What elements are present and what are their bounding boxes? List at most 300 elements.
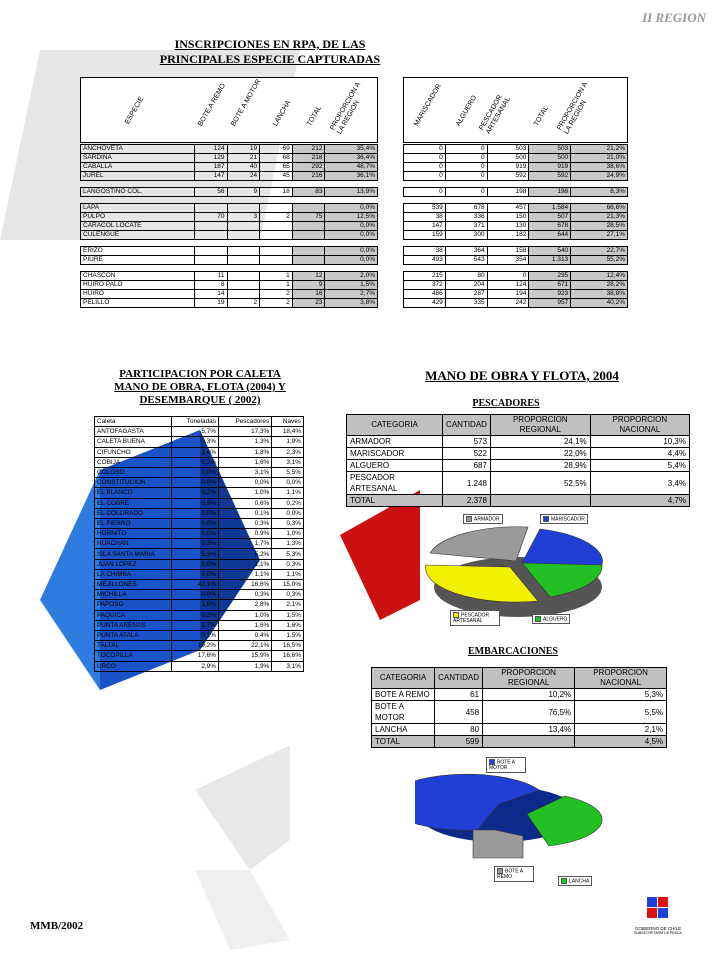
table-gap-row <box>81 265 378 272</box>
species-name-cell: JUREL <box>81 172 195 181</box>
legend-armador: ARMADOR <box>463 514 503 524</box>
value-cell: 194 <box>487 290 529 299</box>
category-cell: ALGUERO <box>347 460 443 472</box>
category-cell: ARMADOR <box>347 436 443 448</box>
table-row <box>95 539 304 549</box>
value-cell: 1,5% <box>325 281 378 290</box>
value-cell: 919 <box>529 163 571 172</box>
table-row <box>95 630 304 640</box>
value-cell: 503 <box>529 145 571 154</box>
value-cell: 21 <box>227 154 260 163</box>
table-gap-row <box>81 181 378 188</box>
rpa-header-bote-remo: BOTE A REMO <box>197 82 228 128</box>
value-cell <box>227 231 260 240</box>
rpa-header-bote-motor: BOTE A MOTOR <box>230 78 263 128</box>
total-cell <box>483 736 575 748</box>
value-cell: 40 <box>227 163 260 172</box>
table-gap-row <box>404 197 628 204</box>
value-cell: 0,0% <box>172 467 219 477</box>
species-name-cell: CHASCON <box>81 272 195 281</box>
caleta-name-cell: CALETA BUENA <box>95 437 172 447</box>
caleta-name-cell: MICHILLA <box>95 590 172 600</box>
value-cell: 215 <box>404 272 446 281</box>
value-cell: 592 <box>529 172 571 181</box>
value-cell: 0,0% <box>172 529 219 539</box>
value-cell: 4,4% <box>590 448 689 460</box>
rpa-header-proporcion-right: PROPORCION A LA REGION <box>556 81 590 136</box>
value-cell: 0 <box>445 154 487 163</box>
footer-label: MMB/2002 <box>30 920 84 932</box>
caleta-name-cell: EL BLANCO <box>95 488 172 498</box>
table-row <box>404 281 628 290</box>
value-cell: 500 <box>487 154 529 163</box>
value-cell <box>292 222 325 231</box>
value-cell: 124 <box>487 281 529 290</box>
value-cell <box>194 231 227 240</box>
value-cell: 204 <box>445 281 487 290</box>
value-cell: 198 <box>487 188 529 197</box>
participacion-title-line3: DESEMBARQUE ( 2002) <box>139 394 261 406</box>
value-cell: 1 <box>260 281 293 290</box>
value-cell: 0 <box>445 163 487 172</box>
caleta-name-cell: LA CHIMBA <box>95 569 172 579</box>
caleta-name-cell: EL COLORADO <box>95 508 172 518</box>
value-cell: 957 <box>529 299 571 308</box>
total-row <box>372 736 667 748</box>
value-cell: 919 <box>487 163 529 172</box>
value-cell: 0,9% <box>218 529 271 539</box>
value-cell: 40,2% <box>571 299 628 308</box>
value-cell: 0 <box>445 145 487 154</box>
value-cell: 76,5% <box>483 701 575 724</box>
value-cell: 0,9% <box>172 498 219 508</box>
header-cell: PROPORCION REGIONAL <box>483 668 575 689</box>
value-cell: 16,6% <box>218 580 271 590</box>
embarcaciones-pie-chart <box>415 770 605 870</box>
value-cell: 0,2% <box>172 457 219 467</box>
value-cell: 1,6% <box>218 620 271 630</box>
header-row <box>347 415 690 436</box>
value-cell <box>292 204 325 213</box>
value-cell: 0,3% <box>218 518 271 528</box>
caleta-name-cell: EL FIERRO <box>95 518 172 528</box>
header-cell: CATEGORIA <box>347 415 443 436</box>
value-cell: 9 <box>292 281 325 290</box>
value-cell: 28,5% <box>571 222 628 231</box>
value-cell: 45 <box>260 172 293 181</box>
value-cell: 61 <box>435 689 483 701</box>
header-cell: PROPORCION NACIONAL <box>590 415 689 436</box>
value-cell: 55,2% <box>571 256 628 265</box>
value-cell <box>194 204 227 213</box>
value-cell: 15,9% <box>218 651 271 661</box>
value-cell: 0,3% <box>172 539 219 549</box>
value-cell: 0,3% <box>218 590 271 600</box>
value-cell <box>227 256 260 265</box>
grey-cube-shape <box>195 745 290 870</box>
value-cell: 1,0% <box>218 610 271 620</box>
header-cell: CANTIDAD <box>443 415 491 436</box>
value-cell: 1,1% <box>218 559 271 569</box>
value-cell <box>227 290 260 299</box>
caleta-name-cell: TALTAL <box>95 641 172 651</box>
embarcaciones-subtitle: EMBARCACIONES <box>467 646 558 657</box>
value-cell: 1,9% <box>272 437 304 447</box>
value-cell: 10,3% <box>590 436 689 448</box>
value-cell: 292 <box>292 163 325 172</box>
value-cell: 2 <box>260 290 293 299</box>
value-cell: 11 <box>194 272 227 281</box>
table-row <box>404 163 628 172</box>
value-cell: 1,1% <box>272 488 304 498</box>
value-cell: 457 <box>487 204 529 213</box>
value-cell: 3,1% <box>272 661 304 671</box>
value-cell: 147 <box>194 172 227 181</box>
value-cell: 458 <box>435 701 483 724</box>
value-cell: 23 <box>292 299 325 308</box>
species-name-cell: HUIRO <box>81 290 195 299</box>
value-cell <box>194 222 227 231</box>
caleta-name-cell: MEJILLONES <box>95 580 172 590</box>
table-gap-row <box>404 265 628 272</box>
value-cell: 68 <box>260 154 293 163</box>
value-cell: 0,6% <box>218 498 271 508</box>
header-row <box>95 417 304 427</box>
table-row <box>95 529 304 539</box>
caleta-name-cell: HORNITO <box>95 529 172 539</box>
value-cell: 198 <box>529 188 571 197</box>
header-cell: Toneladas <box>172 417 219 427</box>
value-cell <box>227 272 260 281</box>
value-cell: 22,1% <box>218 641 271 651</box>
region-label: II REGION <box>642 10 706 25</box>
rpa-title-line1: INSCRIPCIONES EN RPA, DE LAS <box>174 37 366 51</box>
table-row <box>95 457 304 467</box>
value-cell: 159 <box>404 231 446 240</box>
value-cell: 0,0% <box>172 478 219 488</box>
category-cell: LANCHA <box>372 724 435 736</box>
value-cell: 2,1% <box>272 600 304 610</box>
value-cell: 28,2% <box>571 281 628 290</box>
value-cell: 52,5% <box>490 472 590 495</box>
table-row <box>404 204 628 213</box>
caleta-name-cell: ISLA SANTA MARIA <box>95 549 172 559</box>
value-cell: 0,0% <box>272 478 304 488</box>
table-gap-row <box>404 181 628 188</box>
value-cell: 5,3% <box>272 549 304 559</box>
value-cell: 124 <box>194 145 227 154</box>
value-cell: 0,0% <box>172 569 219 579</box>
blue-cube-side-shape <box>40 470 100 690</box>
value-cell <box>194 256 227 265</box>
value-cell <box>260 231 293 240</box>
red-cube-shape <box>340 490 420 620</box>
value-cell <box>227 281 260 290</box>
header-row <box>372 668 667 689</box>
table-row <box>95 427 304 437</box>
value-cell: 2,3% <box>272 447 304 457</box>
rpa-right-header <box>403 77 628 143</box>
rpa-header-lancha: LANCHA <box>272 99 293 128</box>
table-row <box>95 467 304 477</box>
species-name-cell: SARDINA <box>81 154 195 163</box>
value-cell <box>227 247 260 256</box>
table-row <box>95 569 304 579</box>
table-row <box>347 472 690 495</box>
table-row <box>95 590 304 600</box>
value-cell: 0,0% <box>172 559 219 569</box>
value-cell: 5,5% <box>575 701 667 724</box>
value-cell: 2,8% <box>218 600 271 610</box>
caleta-name-cell: PUNTA ARENAS <box>95 620 172 630</box>
value-cell: 1.248 <box>443 472 491 495</box>
rpa-header-total: TOTAL <box>306 105 324 128</box>
value-cell: 15,0% <box>272 580 304 590</box>
value-cell: 5,3% <box>575 689 667 701</box>
value-cell: 17,6% <box>172 651 219 661</box>
value-cell: 5,3% <box>172 549 219 559</box>
table-row <box>95 478 304 488</box>
value-cell: 336 <box>445 213 487 222</box>
value-cell: 287 <box>445 290 487 299</box>
value-cell: 335 <box>445 299 487 308</box>
rpa-title <box>130 37 410 67</box>
rpa-header-total-right: TOTAL <box>533 105 551 128</box>
value-cell: 12,5% <box>325 213 378 222</box>
table-row <box>81 299 378 308</box>
value-cell <box>292 247 325 256</box>
value-cell: 1,7% <box>218 539 271 549</box>
table-row <box>81 213 378 222</box>
table-row <box>81 272 378 281</box>
table-row <box>81 290 378 299</box>
value-cell: 9 <box>227 188 260 197</box>
total-cell: 599 <box>435 736 483 748</box>
table-row <box>95 447 304 457</box>
caleta-name-cell: TOCOPILLA <box>95 651 172 661</box>
value-cell: 300 <box>445 231 487 240</box>
value-cell: 12 <box>292 272 325 281</box>
value-cell: 65 <box>260 163 293 172</box>
legend-bote-remo: BOTE A REMO <box>494 866 534 882</box>
value-cell: 0,1% <box>172 630 219 640</box>
table-row <box>404 222 628 231</box>
value-cell: 1,0% <box>272 529 304 539</box>
table-row <box>347 460 690 472</box>
value-cell <box>260 247 293 256</box>
value-cell: 216 <box>292 172 325 181</box>
value-cell: 2 <box>260 213 293 222</box>
value-cell: 242 <box>487 299 529 308</box>
table-row <box>95 559 304 569</box>
value-cell: 678 <box>529 222 571 231</box>
value-cell: 38,8% <box>571 290 628 299</box>
value-cell: 364 <box>445 247 487 256</box>
table-row <box>404 172 628 181</box>
header-cell: CANTIDAD <box>435 668 483 689</box>
value-cell: 3 <box>227 213 260 222</box>
table-row <box>95 437 304 447</box>
value-cell: 42,1% <box>172 580 219 590</box>
value-cell: 22,7% <box>571 247 628 256</box>
value-cell: 75 <box>292 213 325 222</box>
total-cell: TOTAL <box>347 495 443 507</box>
value-cell: 16 <box>292 290 325 299</box>
value-cell: 429 <box>404 299 446 308</box>
value-cell: 8,3% <box>571 188 628 197</box>
table-row <box>81 222 378 231</box>
value-cell: 16,6% <box>272 651 304 661</box>
value-cell: 36,1% <box>325 172 378 181</box>
caleta-name-cell: CONSTITUCION <box>95 478 172 488</box>
pie-slice-armador <box>430 527 528 561</box>
value-cell: 0,2% <box>172 610 219 620</box>
value-cell: 38 <box>404 247 446 256</box>
participacion-title <box>80 368 320 407</box>
table-row <box>81 247 378 256</box>
value-cell: 1.313 <box>529 256 571 265</box>
species-name-cell: ERIZO <box>81 247 195 256</box>
value-cell: 187 <box>194 163 227 172</box>
value-cell: 295 <box>529 272 571 281</box>
value-cell: 1,6% <box>172 600 219 610</box>
value-cell: 0,0% <box>172 518 219 528</box>
value-cell: 129 <box>194 154 227 163</box>
pie-slice-bote-remo <box>473 830 523 858</box>
value-cell: 24,1% <box>490 436 590 448</box>
table-row <box>81 281 378 290</box>
table-row <box>372 701 667 724</box>
value-cell: 1,6% <box>218 457 271 467</box>
value-cell: 493 <box>404 256 446 265</box>
value-cell: 19 <box>194 299 227 308</box>
value-cell: 0 <box>404 145 446 154</box>
value-cell: 0,0% <box>325 231 378 240</box>
value-cell: 0,3% <box>172 437 219 447</box>
table-row <box>81 204 378 213</box>
value-cell: 5,5% <box>272 467 304 477</box>
value-cell: 14 <box>194 290 227 299</box>
value-cell: 592 <box>487 172 529 181</box>
table-row <box>95 580 304 590</box>
table-row <box>404 299 628 308</box>
value-cell: 2,1% <box>575 724 667 736</box>
gobierno-logo <box>630 893 686 935</box>
category-cell: BOTE A REMO <box>372 689 435 701</box>
value-cell: 0,0% <box>325 247 378 256</box>
value-cell: 0,0% <box>272 508 304 518</box>
pescadores-pie-chart <box>410 505 630 635</box>
value-cell: 2,0% <box>325 272 378 281</box>
value-cell: 543 <box>445 256 487 265</box>
value-cell: 371 <box>445 222 487 231</box>
caleta-name-cell: PUNTA ATALA <box>95 630 172 640</box>
caleta-name-cell: PAQUICA <box>95 610 172 620</box>
caleta-name-cell: ANTOFAGASTA <box>95 427 172 437</box>
value-cell: 130 <box>487 222 529 231</box>
value-cell: 12,4% <box>571 272 628 281</box>
value-cell: 1,5% <box>272 630 304 640</box>
category-cell: MARISCADOR <box>347 448 443 460</box>
rpa-header-pescador: PESCADOR ARTESANAL <box>478 93 512 136</box>
rpa-left-header <box>80 77 378 143</box>
caleta-name-cell: CIFUNCHO <box>95 447 172 457</box>
table-row <box>81 256 378 265</box>
legend-lancha: LANCHA <box>558 876 592 886</box>
value-cell: 13,9% <box>325 188 378 197</box>
value-cell: 0,0% <box>325 204 378 213</box>
total-cell: 4,7% <box>590 495 689 507</box>
value-cell: 1,8% <box>218 447 271 457</box>
value-cell: 83 <box>292 188 325 197</box>
value-cell: 354 <box>487 256 529 265</box>
value-cell: 1 <box>260 272 293 281</box>
mano-obra-title: MANO DE OBRA Y FLOTA, 2004 <box>425 368 619 383</box>
category-cell: PESCADOR ARTESANAL <box>347 472 443 495</box>
value-cell: 0 <box>404 154 446 163</box>
value-cell: 24,9% <box>571 172 628 181</box>
value-cell: 3,8% <box>325 299 378 308</box>
table-row <box>95 620 304 630</box>
value-cell <box>227 222 260 231</box>
species-name-cell: CARACOL LOCATE <box>81 222 195 231</box>
table-gap-row <box>404 240 628 247</box>
table-row <box>372 724 667 736</box>
total-cell: TOTAL <box>372 736 435 748</box>
table-row <box>81 145 378 154</box>
table-gap-row <box>81 240 378 247</box>
value-cell: 1,0% <box>218 488 271 498</box>
value-cell: 80 <box>435 724 483 736</box>
table-row <box>95 610 304 620</box>
table-row <box>404 213 628 222</box>
value-cell: 0,1% <box>218 508 271 518</box>
value-cell: 678 <box>445 204 487 213</box>
value-cell: 36,4% <box>325 154 378 163</box>
species-name-cell: CULENGUE <box>81 231 195 240</box>
header-cell: PROPORCION REGIONAL <box>490 415 590 436</box>
table-row <box>95 518 304 528</box>
legend-mariscador: MARISCADOR <box>540 514 588 524</box>
value-cell: 48,7% <box>325 163 378 172</box>
caleta-name-cell: COLOSO <box>95 467 172 477</box>
value-cell: 2,7% <box>325 290 378 299</box>
value-cell: 147 <box>404 222 446 231</box>
table-gap-row <box>81 197 378 204</box>
value-cell: 923 <box>529 290 571 299</box>
value-cell: 80 <box>445 272 487 281</box>
caleta-name-cell: COBIJA <box>95 457 172 467</box>
table-row <box>372 689 667 701</box>
value-cell: 13,4% <box>483 724 575 736</box>
species-name-cell: PIURE <box>81 256 195 265</box>
value-cell <box>292 256 325 265</box>
value-cell: 500 <box>529 154 571 163</box>
value-cell: 486 <box>404 290 446 299</box>
value-cell: 671 <box>529 281 571 290</box>
header-cell: Caleta <box>95 417 172 427</box>
value-cell: 3,1% <box>272 457 304 467</box>
table-row <box>81 154 378 163</box>
value-cell: 0,0% <box>172 508 219 518</box>
value-cell <box>292 231 325 240</box>
rpa-header-mariscador: MARISCADOR <box>413 82 443 128</box>
value-cell: 1,6% <box>272 620 304 630</box>
value-cell: 22,0% <box>490 448 590 460</box>
caleta-name-cell: HUACHAN <box>95 539 172 549</box>
table-row <box>404 290 628 299</box>
value-cell: 1.584 <box>529 204 571 213</box>
